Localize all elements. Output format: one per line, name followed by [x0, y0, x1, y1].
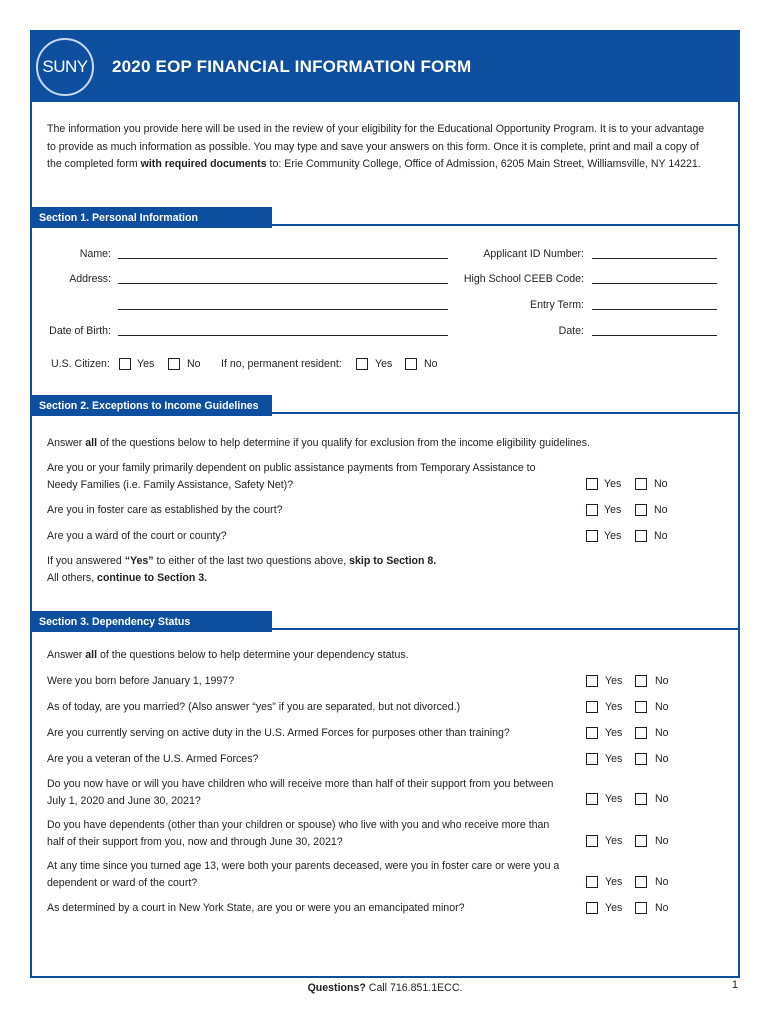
- s3-instr-post: of the questions below to help determine your dependency status.: [97, 649, 409, 661]
- s3-q6-no-checkbox[interactable]: [635, 835, 647, 847]
- s3-q4-no-checkbox[interactable]: [635, 753, 647, 765]
- section1-rule: [272, 224, 740, 226]
- s3-q6-yes-checkbox[interactable]: [586, 835, 598, 847]
- s2-q3-yes-checkbox[interactable]: [586, 530, 598, 542]
- s3-q8-yes-label: Yes: [605, 902, 623, 914]
- s2-q3-no-label: No: [654, 530, 668, 542]
- s3-question-2: As of today, are you married? (Also answer “yes” if you are separated, but not divorced.): [47, 701, 461, 713]
- ceeb-field[interactable]: [592, 283, 717, 284]
- s3-q5-yes-label: Yes: [605, 793, 623, 805]
- s2-q2-no-label: No: [654, 504, 668, 516]
- dob-field[interactable]: [118, 335, 448, 336]
- s3-q2-no-label: No: [655, 701, 669, 713]
- citizen-no-label: No: [187, 358, 201, 370]
- page-number: 1: [731, 979, 738, 991]
- s2-note1-bold2: skip to Section 8.: [349, 555, 437, 567]
- footer-contact: [0, 982, 770, 994]
- citizen-yes-label: Yes: [137, 358, 155, 370]
- form-title: 2020 EOP FINANCIAL INFORMATION FORM: [112, 57, 472, 76]
- s3-q4-yes-label: Yes: [605, 753, 623, 765]
- citizen-label: U.S. Citizen:: [51, 358, 110, 370]
- s3-q5-no-label: No: [655, 793, 669, 805]
- section1-heading: Section 1. Personal Information: [30, 207, 272, 228]
- s3-q3-yes-checkbox[interactable]: [586, 727, 598, 739]
- resident-yes-checkbox[interactable]: [356, 358, 368, 370]
- s2-q2-no-checkbox[interactable]: [635, 504, 647, 516]
- logo-text: SUNY: [42, 57, 88, 76]
- s3-q8-yes-checkbox[interactable]: [586, 902, 598, 914]
- footer-questions: Questions?: [307, 982, 366, 994]
- s3-q3-no-checkbox[interactable]: [635, 727, 647, 739]
- s3-q4-yes-checkbox[interactable]: [586, 753, 598, 765]
- s3-q1-no-label: No: [655, 675, 669, 687]
- s3-q8-no-checkbox[interactable]: [635, 902, 647, 914]
- section3-rule: [272, 628, 740, 630]
- s2-q1-no-checkbox[interactable]: [635, 478, 647, 490]
- s3-q1-no-checkbox[interactable]: [635, 675, 647, 687]
- s2-instr-post: of the questions below to help determine if you qualify for exclusion from the income eligibility guidelines.: [97, 437, 590, 449]
- section2-rule: [272, 412, 740, 414]
- s2-question-3: Are you a ward of the court or county?: [47, 530, 227, 542]
- s2-q3-yes-label: Yes: [604, 530, 622, 542]
- name-label: Name:: [79, 248, 111, 260]
- applicant-id-field[interactable]: [592, 258, 717, 259]
- s3-instr-pre: Answer: [47, 649, 86, 661]
- s2-note1-pre: If you answered: [47, 555, 125, 567]
- section3-instruction: [47, 647, 727, 664]
- s3-q3-no-label: No: [655, 727, 669, 739]
- ceeb-label: High School CEEB Code:: [463, 273, 584, 285]
- section3-heading: Section 3. Dependency Status: [30, 611, 272, 632]
- s2-note1-mid: to either of the last two questions above,: [153, 555, 350, 567]
- s3-question-6: Do you have dependents (other than your children or spouse) who live with you and who receive more than half of their support from you, now and through June 30, 2021?: [47, 819, 550, 848]
- s3-question-7: At any time since you turned age 13, were both your parents deceased, were you in foster care or were you a dependent or ward of the court?: [47, 860, 560, 889]
- s3-q7-yes-checkbox[interactable]: [586, 876, 598, 888]
- date-label: Date:: [558, 325, 584, 337]
- section2-heading: Section 2. Exceptions to Income Guidelines: [30, 395, 272, 416]
- resident-no-label: No: [424, 358, 438, 370]
- s3-q5-no-checkbox[interactable]: [635, 793, 647, 805]
- entry-term-label: Entry Term:: [530, 299, 584, 311]
- s3-q2-yes-checkbox[interactable]: [586, 701, 598, 713]
- s2-skip-note: [47, 553, 727, 586]
- intro-text-bold: with required documents: [140, 158, 267, 170]
- address-field-line2[interactable]: [118, 309, 448, 310]
- s3-question-3: Are you currently serving on active duty in the U.S. Armed Forces for purposes other than training?: [47, 727, 510, 739]
- address-field-line1[interactable]: [118, 283, 448, 284]
- s2-q3-no-checkbox[interactable]: [635, 530, 647, 542]
- s3-question-1: Were you born before January 1, 1997?: [47, 675, 235, 687]
- citizen-no-checkbox[interactable]: [168, 358, 180, 370]
- s2-q1-yes-label: Yes: [604, 478, 622, 490]
- s3-instr-bold: all: [85, 649, 98, 661]
- s3-q6-no-label: No: [655, 835, 669, 847]
- perm-resident-label: If no, permanent resident:: [221, 358, 342, 370]
- s2-instr-pre: Answer: [47, 437, 86, 449]
- s3-q8-no-label: No: [655, 902, 669, 914]
- s3-q1-yes-label: Yes: [605, 675, 623, 687]
- resident-yes-label: Yes: [375, 358, 393, 370]
- suny-logo: [36, 38, 94, 96]
- intro-text-1: The information you provide here will be used in the review of your eligibility for the Educational Opportunity Program. It is to your advantage to provide as much information as possible. You may type and save your answers on this form. Once it is complete, print and mail a copy of the completed form: [47, 123, 705, 170]
- s2-q2-yes-checkbox[interactable]: [586, 504, 598, 516]
- address-label: Address:: [69, 273, 111, 285]
- resident-no-checkbox[interactable]: [405, 358, 417, 370]
- s2-question-1: Are you or your family primarily dependent on public assistance payments from Temporary Assistance to Needy Families (i.e. Family Assistance, Safety Net)?: [47, 462, 536, 491]
- s3-q1-yes-checkbox[interactable]: [586, 675, 598, 687]
- s3-q7-yes-label: Yes: [605, 876, 623, 888]
- s3-q3-yes-label: Yes: [605, 727, 623, 739]
- s3-q6-yes-label: Yes: [605, 835, 623, 847]
- s2-note2-bold: continue to Section 3.: [97, 571, 208, 584]
- dob-label: Date of Birth:: [49, 325, 111, 337]
- applicant-id-label: Applicant ID Number:: [483, 248, 584, 260]
- date-field[interactable]: [592, 335, 717, 336]
- intro-paragraph: [47, 121, 707, 174]
- s3-question-8: As determined by a court in New York State, are you or were you an emancipated minor?: [47, 902, 465, 914]
- intro-text-2: to: Erie Community College, Office of Admission, 6205 Main Street, Williamsville, NY 14221.: [266, 158, 701, 170]
- s2-q2-yes-label: Yes: [604, 504, 622, 516]
- s3-q7-no-label: No: [655, 876, 669, 888]
- s2-question-2: Are you in foster care as established by the court?: [47, 504, 283, 516]
- s3-q2-yes-label: Yes: [605, 701, 623, 713]
- s3-question-4: Are you a veteran of the U.S. Armed Forces?: [47, 753, 259, 765]
- s3-q5-yes-checkbox[interactable]: [586, 793, 598, 805]
- section2-instruction: [47, 435, 727, 452]
- citizen-yes-checkbox[interactable]: [119, 358, 131, 370]
- name-field[interactable]: [118, 258, 448, 259]
- s2-q1-no-label: No: [654, 478, 668, 490]
- s2-instr-bold: all: [85, 437, 98, 449]
- s2-note2-pre: All others,: [47, 571, 98, 584]
- s3-q4-no-label: No: [655, 753, 669, 765]
- s3-q2-no-checkbox[interactable]: [635, 701, 647, 713]
- entry-term-field[interactable]: [592, 309, 717, 310]
- s3-q7-no-checkbox[interactable]: [635, 876, 647, 888]
- s2-q1-yes-checkbox[interactable]: [586, 478, 598, 490]
- s3-question-5: Do you now have or will you have children who will receive more than half of their support from you between July 1, 2020 and June 30, 2021?: [47, 778, 554, 807]
- s2-note1-bold1: “Yes”: [124, 555, 154, 567]
- footer-phone: Call 716.851.1ECC.: [365, 982, 463, 994]
